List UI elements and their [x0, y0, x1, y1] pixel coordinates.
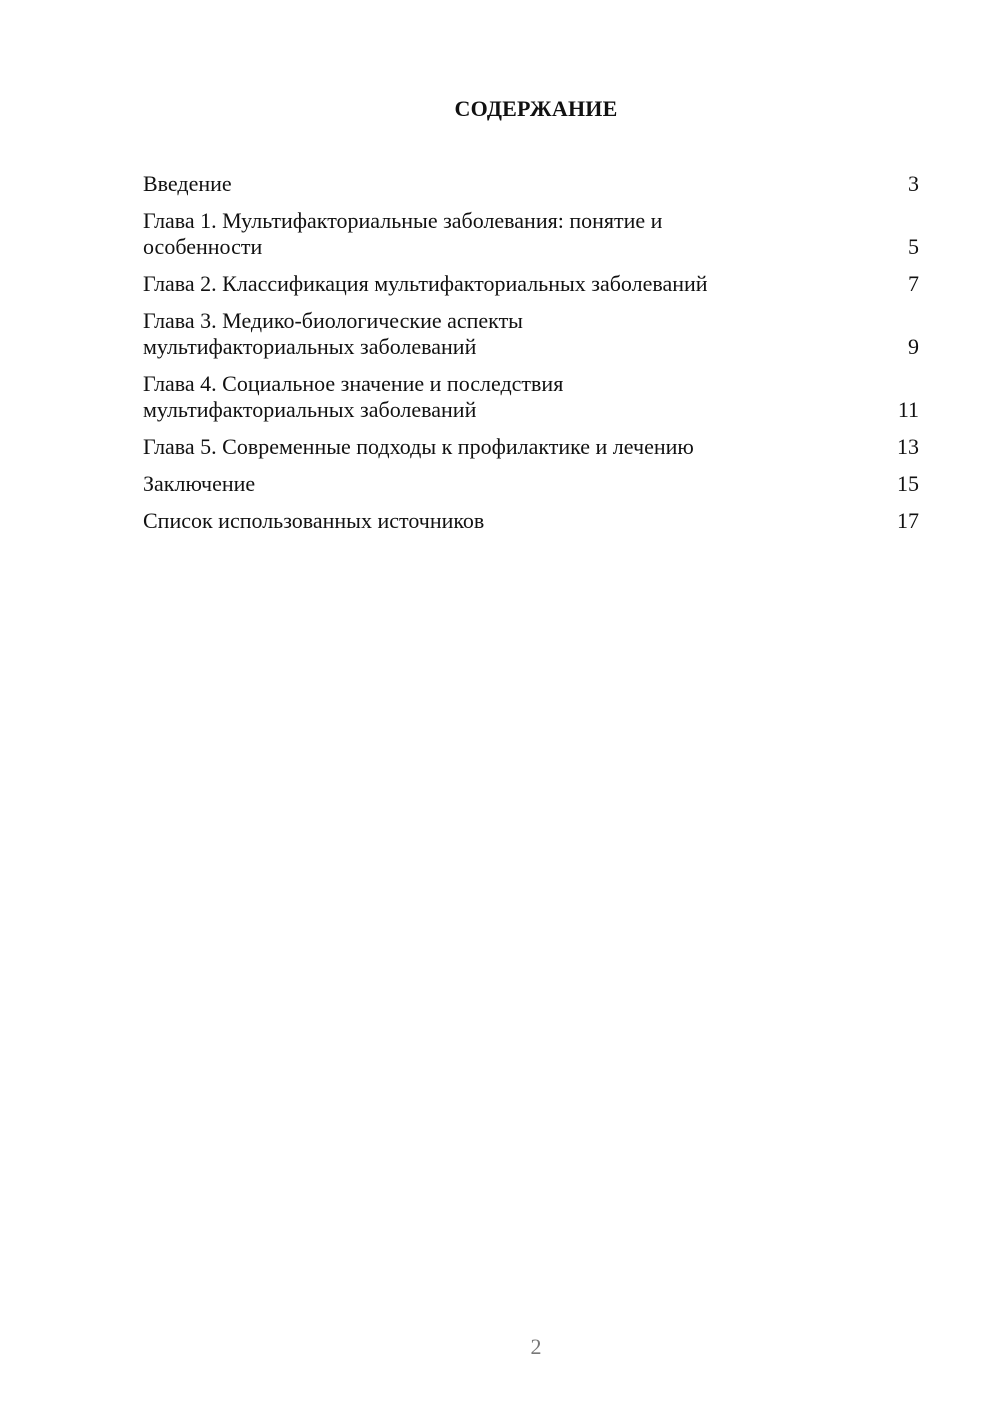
- toc-entry-text: Введение: [143, 171, 232, 196]
- toc-entry-text: Глава 2. Классификация мультифакториальных заболеваний: [143, 271, 708, 296]
- toc-entry-page: 7: [908, 271, 919, 296]
- toc-entry-introduction: [143, 171, 919, 197]
- toc-entry-page: 17: [897, 508, 919, 533]
- toc-entry-page: 3: [908, 171, 919, 196]
- toc-entry-text: Список использованных источников: [143, 508, 485, 533]
- toc-entry-chapter-3: [143, 308, 919, 360]
- toc-entry-text: Глава 3. Медико-биологические аспекты мультифакториальных заболеваний: [143, 308, 523, 359]
- toc-entry-chapter-1: [143, 208, 919, 260]
- toc-entry-page: 11: [897, 397, 919, 422]
- toc-entry-references: [143, 508, 919, 534]
- toc-entry-conclusion: [143, 471, 919, 497]
- toc-entry-text: Глава 1. Мультифакториальные заболевания: понятие и особенности: [143, 208, 663, 259]
- table-of-contents: [143, 171, 919, 545]
- toc-entry-page: 15: [897, 471, 919, 496]
- toc-entry-chapter-5: [143, 434, 919, 460]
- toc-entry-page: 9: [908, 334, 919, 359]
- page-title: СОДЕРЖАНИЕ: [454, 96, 618, 121]
- toc-entry-chapter-4: [143, 371, 919, 423]
- toc-entry-text: Заключение: [143, 471, 256, 496]
- toc-entry-page: 13: [897, 434, 919, 459]
- toc-entry-text: Глава 4. Социальное значение и последствия мультифакториальных заболеваний: [143, 371, 564, 422]
- page-number: 2: [530, 1334, 542, 1359]
- toc-entry-chapter-2: [143, 271, 919, 297]
- toc-entry-text: Глава 5. Современные подходы к профилактике и лечению: [143, 434, 694, 459]
- toc-entry-page: 5: [908, 234, 919, 259]
